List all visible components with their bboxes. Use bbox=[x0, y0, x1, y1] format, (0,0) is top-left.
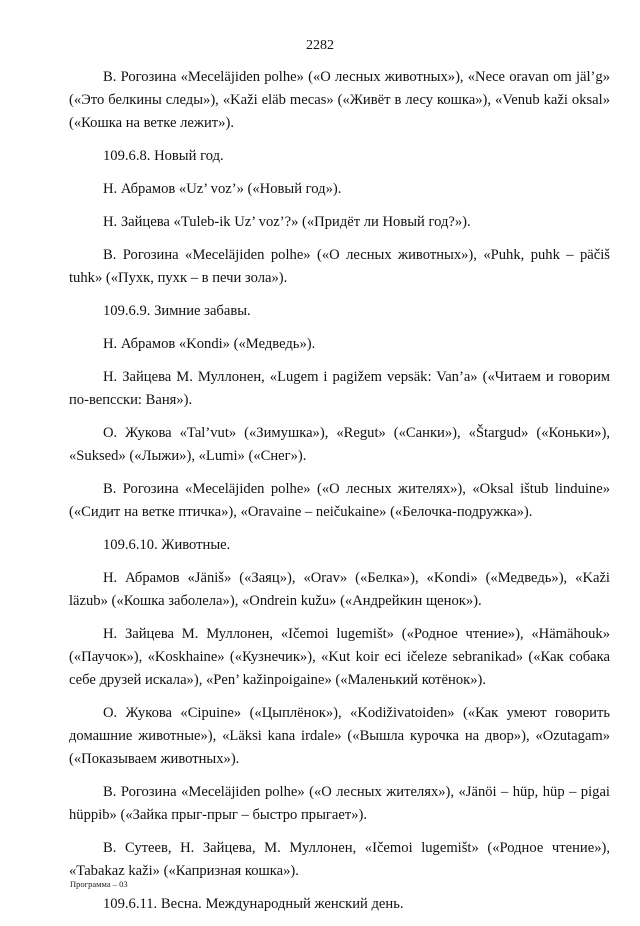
paragraph-zaitseva-new-year: Н. Зайцева «Tuleb-ik Uz’ voz’?» («Придёт ли Новый год?»). bbox=[103, 214, 471, 230]
paragraph-abramov-animals: Н. Абрамов «Jäniš» («Заяц»), «Orav» («Белка»), «Kondi» («Медведь»), «Kaži läzub» («Кошка заболела»), «Ondrein kužu» («Андрейкин щенок»). bbox=[69, 570, 610, 609]
document-body bbox=[69, 66, 610, 926]
section-heading-animals: 109.6.10. Животные. bbox=[103, 537, 231, 553]
paragraph-rogozina-puhk: В. Рогозина «Meceläjiden polhe» («О лесных животных»), «Puhk, puhk – päčiš tuhk» («Пухк, пухк – в печи зола»). bbox=[69, 247, 610, 286]
paragraph-zaitseva-mullonen-vanja: Н. Зайцева М. Муллонен, «Lugem i pagižem vepsäk: Van’a» («Читаем и говорим по-вепсски: Ваня»). bbox=[69, 369, 610, 408]
paragraph-suteev-capricious-cat: В. Сутеев, Н. Зайцева, М. Муллонен, «Ičemoi lugemišt» («Родное чтение»), «Tabakaz kaži» («Капризная кошка»). bbox=[69, 840, 610, 879]
paragraph-abramov-kondi: Н. Абрамов «Kondi» («Медведь»). bbox=[103, 336, 316, 352]
section-heading-winter-fun: 109.6.9. Зимние забавы. bbox=[103, 303, 251, 319]
paragraph-abramov-new-year: Н. Абрамов «Uz’ voz’» («Новый год»). bbox=[103, 181, 342, 197]
paragraph-rogozina-hare: В. Рогозина «Meceläjiden polhe» («О лесных жителях»), «Jänöi – hüp, hüp – pigai hüppib» («Зайка прыг-прыг – быстро прыгает»). bbox=[69, 784, 610, 823]
paragraph-rogozina-forest-dwellers: В. Рогозина «Meceläjiden polhe» («О лесных жителях»), «Oksal ištub linduine» («Сидит на ветке птичка»), «Oravaine – neičukaine» («Белочка-подружка»). bbox=[69, 481, 610, 520]
section-heading-new-year: 109.6.8. Новый год. bbox=[103, 148, 224, 164]
page-number: 2282 bbox=[306, 38, 334, 53]
paragraph-rogozina-forest-animals: В. Рогозина «Meceläjiden polhe» («О лесных животных»), «Nece oravan om jäl’g» («Это белкины следы»), «Kaži eläb mecas» («Живёт в лесу кошка»), «Venub kaži oksal» («Кошка на ветке лежит»). bbox=[69, 69, 610, 131]
section-heading-spring: 109.6.11. Весна. Международный женский день. bbox=[103, 896, 404, 912]
paragraph-zhukova-domestic: О. Жукова «Cipuine» («Цыплёнок»), «Kodiživatoiden» («Как умеют говорить домашние животные»), «Läksi kana irdale» («Вышла курочка на двор»), «Ozutagam» («Показываем животных»). bbox=[69, 705, 610, 767]
footer-program-label: Программа – 03 bbox=[70, 879, 128, 889]
paragraph-zhukova-winter: О. Жукова «Tal’vut» («Зимушка»), «Regut» («Санки»), «Štargud» («Коньки»), «Suksed» («Лыжи»), «Lumi» («Снег»). bbox=[69, 425, 610, 464]
paragraph-zaitseva-mullonen-reading: Н. Зайцева М. Муллонен, «Ičemoi lugemišt» («Родное чтение»), «Hämähouk» («Паучок»), «Koskhaine» («Кузнечик»), «Kut koir eci ičeleze sebranikad» («Как собака себе друзей искала»), «Pen’ kažinpoigaine» («Маленький котёнок»). bbox=[69, 626, 610, 688]
